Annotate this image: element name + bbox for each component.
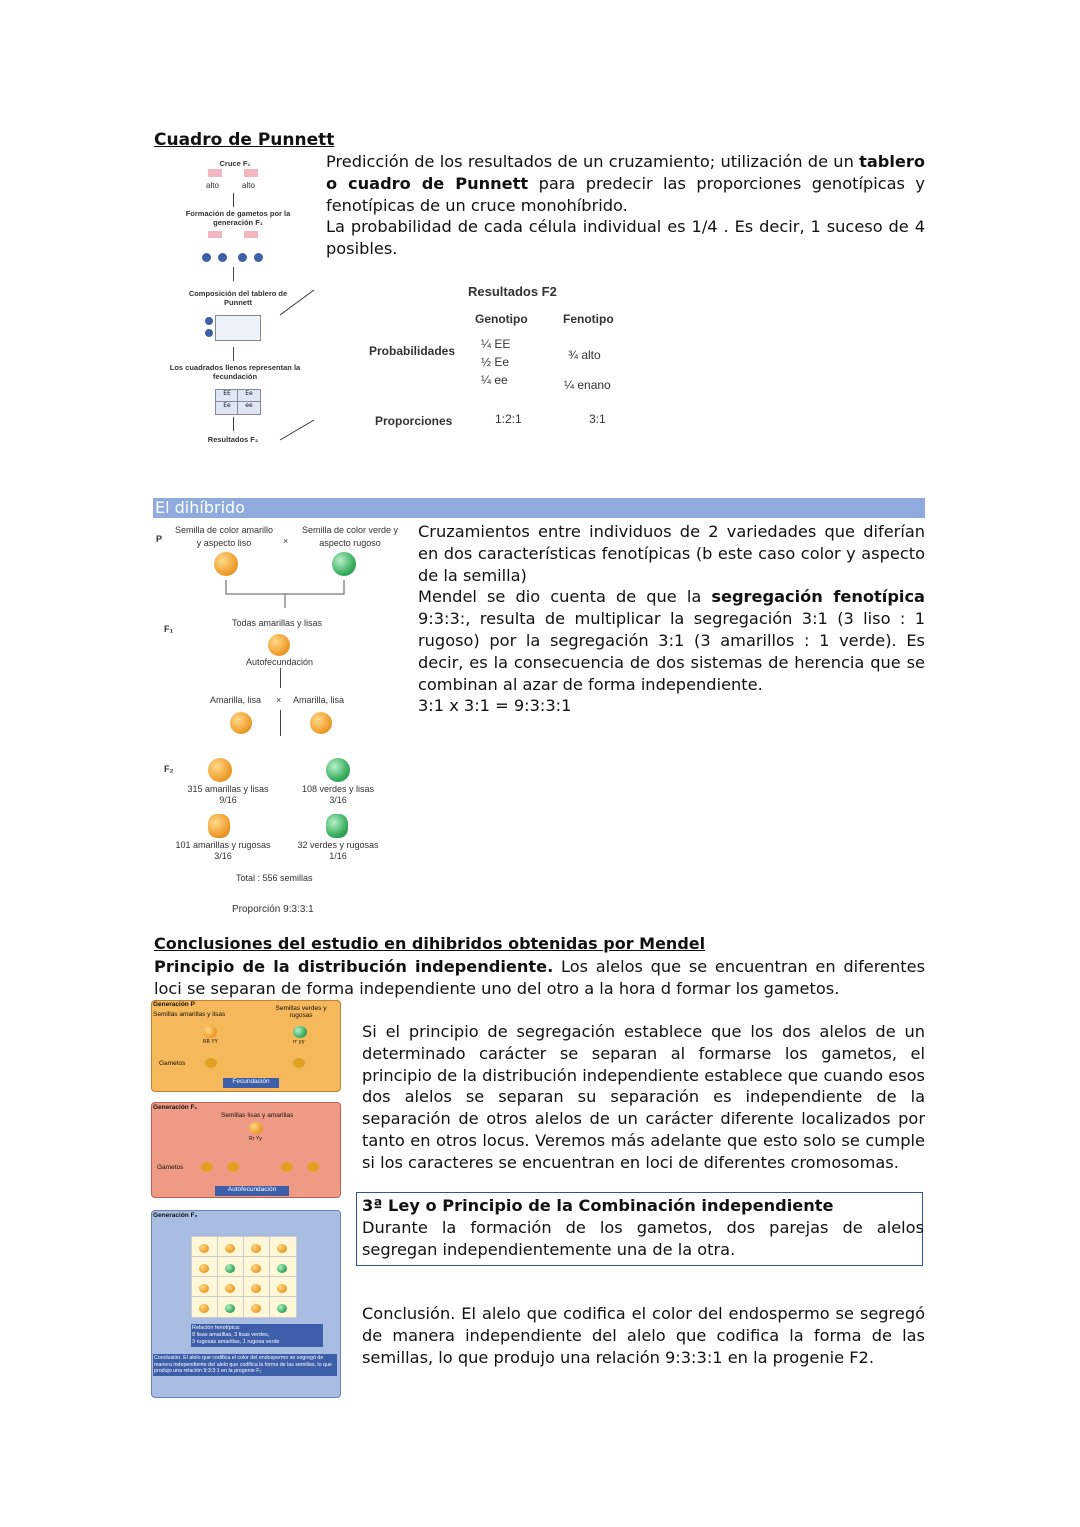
cross-sign-2: ×	[276, 695, 282, 705]
composition-label: Composición del tablero de Punnett	[188, 289, 288, 307]
cell-ee4: ee	[237, 401, 261, 415]
ratio-label: Proporción 9:3:3:1	[232, 904, 314, 915]
phenotype-a: alto	[206, 181, 219, 190]
principle-paragraph: Principio de la distribución independiente. Los alelos que se encuentran en diferentes loci se separan de forma independiente uno del otro a la hora d formar los gametos.	[154, 957, 926, 998]
cell-ee2: Ee	[237, 389, 261, 403]
punnett-title: Cuadro de Punnett	[154, 130, 335, 150]
results-title: Resultados F2	[468, 284, 557, 299]
f1-a-label: Amarilla, lisa	[210, 695, 262, 705]
conclusions-title: Conclusiones del estudio en dihibridos obtenidas por Mendel	[154, 934, 706, 953]
r1-frac: 9/16	[219, 795, 237, 805]
seed-f1	[268, 634, 290, 656]
p-b-label: Semillas verdes y rugosas	[275, 1005, 327, 1019]
row-probabilities: Probabilidades	[369, 344, 456, 358]
seed-r4	[326, 814, 348, 838]
r3-label: 101 amarillas y rugosas	[175, 840, 271, 850]
label-f1: F₁	[164, 624, 174, 634]
gen-p-label: Generación P	[153, 1001, 195, 1008]
filled-label: Los cuadrados llenos representan la fecundación	[169, 363, 301, 381]
segregation-paragraph: Si el principio de segregación establece que los dos alelos de un determinado carácter se separan al formarse los gametos, el principio de la distribución independiente establece que cuando esos dos alelos se separan su separación es independiente de la separación de otros alelos de un carácter diferente localizados por tanto en otros locus. Veremos más adelante que esto solo se cumple si los caracteres se encuentran en loci de diferentes cromosomas.	[362, 1022, 925, 1172]
gametes-p-label: Gametos	[159, 1060, 186, 1067]
p-b-geno: rr yy	[293, 1039, 305, 1045]
parent-a-label: Semilla de color amarillo y aspecto liso	[174, 525, 274, 548]
parent-b-label: Semilla de color verde y aspecto rugoso	[301, 525, 399, 548]
genotype-3: ¼ ee	[481, 373, 508, 387]
gametes-f1-label: Gametos	[157, 1164, 184, 1171]
seed-green-wrinkled	[332, 552, 356, 576]
fecund-tag: Fecundación	[223, 1078, 279, 1088]
r3-frac: 3/16	[214, 851, 232, 861]
r2-frac: 3/16	[329, 795, 347, 805]
results-label: Resultados F₂	[207, 435, 259, 444]
pointer-lines	[278, 285, 318, 445]
r4-label: 32 verdes y rugosas	[297, 840, 379, 850]
punnett-paragraph: Predicción de los resultados de un cruzamiento; utilización de un tablero o cuadro de Punnett para predecir las proporciones genotípicas y fenotípicas de un cruce monohíbrido. La probabilidad de cada célula individual es 1/4 . Es decir, 1 suceso de 4 posibles.	[326, 152, 925, 259]
gen-f2-label: Generación F₂	[153, 1212, 198, 1219]
third-law-text: Durante la formación de los gametos, dos parejas de alelos segregan independientemente una de la otra.	[362, 1218, 924, 1259]
phenotype-2: ¼ enano	[564, 378, 611, 392]
phenotype-1: ¾ alto	[568, 348, 601, 362]
geno-proportion: 1:2:1	[495, 412, 522, 426]
self-label: Autofecundación	[246, 657, 314, 667]
cell-ee1: EE	[215, 389, 239, 403]
results-table	[365, 282, 665, 432]
f1-b-label: Amarilla, lisa	[293, 695, 345, 705]
seed-r1	[208, 758, 232, 782]
genotype-1: ¼ EE	[481, 337, 511, 351]
f1-all-label: Todas amarillas y lisas	[232, 618, 323, 628]
dihybrid-diagram	[150, 520, 410, 920]
col-phenotype: Fenotipo	[563, 312, 614, 326]
r1-label: 315 amarillas y lisas	[187, 784, 269, 794]
label-p: P	[156, 534, 163, 544]
label-f2: F₂	[164, 764, 174, 774]
autofec-tag: Autofecundación	[215, 1186, 289, 1196]
r2-label: 108 verdes y lisas	[301, 784, 375, 794]
seed-yellow-smooth	[214, 552, 238, 576]
p-a-label: Semillas amarillas y lisas	[153, 1011, 226, 1018]
third-law-title: 3ª Ley o Principio de la Combinación independiente	[362, 1196, 834, 1215]
mendel-diagram	[151, 1000, 341, 1397]
third-law-box	[356, 1192, 923, 1266]
r4-frac: 1/16	[329, 851, 347, 861]
cross-label: Cruce F₁	[219, 159, 251, 168]
col-genotype: Genotipo	[475, 312, 528, 326]
seed-r3	[208, 814, 230, 838]
dihybrid-header-bar	[153, 498, 925, 518]
p-a-geno: RR YY	[203, 1039, 218, 1045]
genotype-2: ½ Ee	[481, 355, 510, 369]
pheno-proportion: 3:1	[589, 412, 606, 426]
punnett-diagram	[160, 155, 320, 455]
gen-f1-label: Generación F₁	[153, 1104, 198, 1111]
gametes-label: Formación de gametos por la generación F₁	[185, 209, 291, 227]
ratio-box: Relación fenotípica: 9 lisas amarillas, 3 lisas verdes, 3 rugosas amarillas, 1 rugosa verde	[191, 1324, 323, 1347]
dihybrid-title: El dihíbrido	[155, 498, 245, 517]
f1-geno: Rr Yy	[249, 1136, 263, 1142]
seed-f1-b	[310, 712, 332, 734]
seed-f1-a	[230, 712, 252, 734]
dihybrid-text: Cruzamientos entre individuos de 2 variedades que diferían en dos características fenotípicas (b este caso color y aspecto de la semilla) Mendel se dio cuenta de que la segregación fenotípica 9:3:3:, resulta de multiplicar la segregación 3:1 (3 liso : 1 rugoso) por la segregación 3:1 (3 amarillos : 1 verde). Es decir, es la consecuencia de dos sistemas de herencia que se combinan al azar de forma independiente. 3:1 x 3:1 = 9:3:3:1	[418, 522, 925, 716]
seed-r2	[326, 758, 350, 782]
diagram-conclusion: Conclusión. El alelo que codifica el color del endospermo se segregó de manera independiente del alelo que codifica la forma de las semillas, lo que produjo una relación 9:3:3:1 en la progenie F₂	[153, 1354, 337, 1376]
cross-sign: ×	[283, 536, 289, 546]
cell-ee3: Ee	[215, 401, 239, 415]
total-label: Total : 556 semillas	[236, 873, 313, 883]
row-proportions: Proporciones	[375, 414, 453, 428]
final-conclusion: Conclusión. El alelo que codifica el color del endospermo se segregó de manera independiente del alelo que codifica la forma de las semillas, lo que produjo una relación 9:3:3:1 en la progenie F2.	[362, 1304, 925, 1367]
phenotype-b: alto	[242, 181, 255, 190]
f1-desc: Semillas lisas y amarillas	[221, 1112, 294, 1119]
